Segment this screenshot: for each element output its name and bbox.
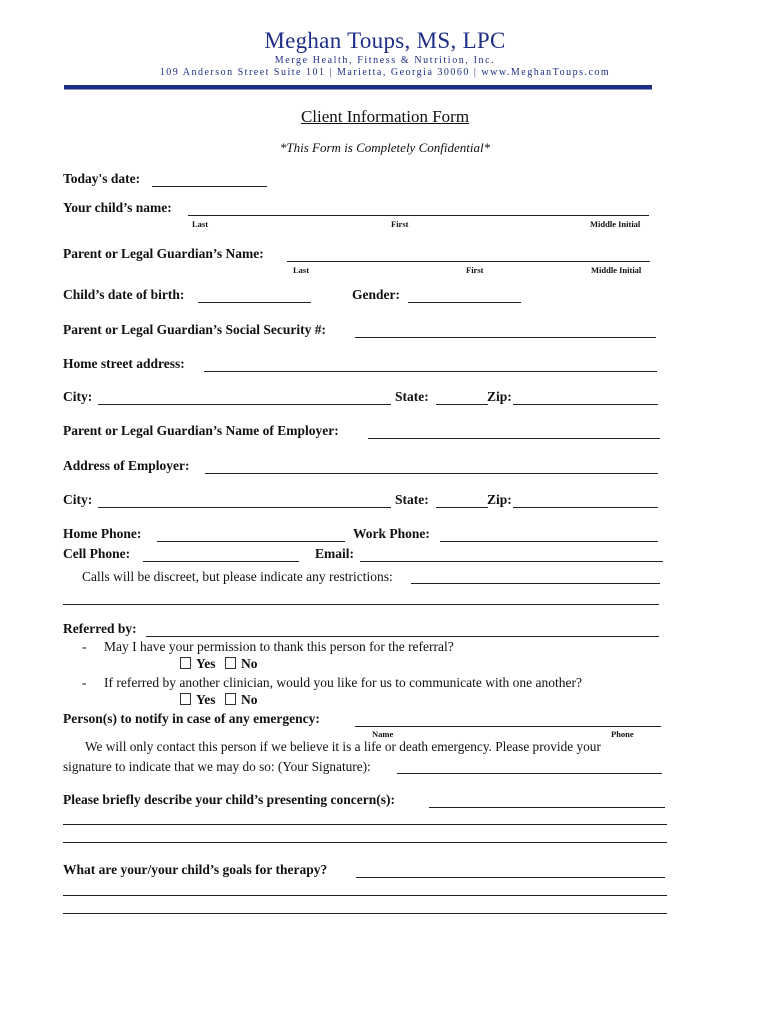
todays-date-label: Today's date: xyxy=(63,171,141,186)
employer-address-field[interactable] xyxy=(205,473,658,474)
child-name-field[interactable] xyxy=(188,215,649,216)
call-restrictions-field[interactable] xyxy=(411,583,660,584)
work-phone-field[interactable] xyxy=(440,541,658,542)
referred-by-label: Referred by: xyxy=(63,621,137,636)
employer-address-label: Address of Employer: xyxy=(63,458,190,473)
emergency-contact-label: Person(s) to notify in case of any emergency: xyxy=(63,711,320,726)
thank-no-option[interactable] xyxy=(225,656,258,672)
home-zip-field[interactable] xyxy=(513,404,658,405)
goals-field-2[interactable] xyxy=(63,895,667,896)
guardian-name-label: Parent or Legal Guardian’s Name: xyxy=(63,246,264,261)
organization-address: 109 Anderson Street Suite 101 | Marietta, Georgia 30060 | www.MeghanToups.com xyxy=(159,67,611,78)
cell-phone-label: Cell Phone: xyxy=(63,546,131,561)
home-state-field[interactable] xyxy=(436,404,488,405)
emergency-sub-phone: Phone xyxy=(611,729,634,739)
email-label: Email: xyxy=(315,546,354,561)
employer-zip-field[interactable] xyxy=(513,507,658,508)
employer-name-label: Parent or Legal Guardian’s Name of Employer: xyxy=(63,423,339,438)
guardian-ssn-label: Parent or Legal Guardian’s Social Security #: xyxy=(63,322,326,337)
emergency-note-line-2: signature to indicate that we may do so: (Your Signature): xyxy=(63,759,371,774)
gender-label: Gender: xyxy=(352,287,400,302)
thank-yes-option[interactable] xyxy=(180,656,216,672)
guardian-name-sub-first: First xyxy=(466,265,484,275)
employer-state-label: State: xyxy=(395,492,429,507)
child-dob-label: Child’s date of birth: xyxy=(63,287,185,302)
guardian-name-field[interactable] xyxy=(287,261,650,262)
goals-field[interactable] xyxy=(356,877,665,878)
home-city-label: City: xyxy=(63,389,93,404)
employer-zip-label: Zip: xyxy=(487,492,512,507)
guardian-name-sub-middle: Middle Initial xyxy=(591,265,642,275)
thank-question-bullet: - xyxy=(82,639,87,654)
organization-name: Merge Health, Fitness & Nutrition, Inc. xyxy=(274,55,496,66)
checkbox-icon[interactable] xyxy=(180,657,191,669)
home-zip-label: Zip: xyxy=(487,389,512,404)
thank-yes-label: Yes xyxy=(196,656,216,671)
clinician-no-label: No xyxy=(241,692,258,707)
thank-question: May I have your permission to thank this person for the referral? xyxy=(104,639,454,654)
home-city-field[interactable] xyxy=(98,404,391,405)
goals-label: What are your/your child’s goals for therapy? xyxy=(63,862,328,877)
clinician-question: If referred by another clinician, would you like for us to communicate with one another? xyxy=(104,675,582,690)
employer-name-field[interactable] xyxy=(368,438,660,439)
home-address-label: Home street address: xyxy=(63,356,185,371)
signature-field[interactable] xyxy=(397,773,662,774)
work-phone-label: Work Phone: xyxy=(353,526,430,541)
guardian-ssn-field[interactable] xyxy=(355,337,656,338)
home-address-field[interactable] xyxy=(204,371,657,372)
concern-label: Please briefly describe your child’s presenting concern(s): xyxy=(63,792,395,807)
clinician-yes-option[interactable] xyxy=(180,692,216,708)
employer-city-field[interactable] xyxy=(98,507,391,508)
child-name-sub-last: Last xyxy=(192,219,209,229)
header-rule xyxy=(64,85,652,90)
call-restrictions-field-2[interactable] xyxy=(63,604,659,605)
form-title: Client Information Form xyxy=(300,107,470,126)
call-restrictions-label: Calls will be discreet, but please indicate any restrictions: xyxy=(82,569,393,584)
home-phone-label: Home Phone: xyxy=(63,526,142,541)
referred-by-field[interactable] xyxy=(146,636,659,637)
cell-phone-field[interactable] xyxy=(143,561,299,562)
emergency-contact-field[interactable] xyxy=(355,726,661,727)
checkbox-icon[interactable] xyxy=(180,693,191,705)
emergency-note-line-1: We will only contact this person if we believe it is a life or death emergency. Please provide your xyxy=(85,739,601,754)
practitioner-name: Meghan Toups, MS, LPC xyxy=(264,28,506,53)
todays-date-field[interactable] xyxy=(152,186,267,187)
thank-no-label: No xyxy=(241,656,258,671)
clinician-no-option[interactable] xyxy=(225,692,258,708)
concern-field-2[interactable] xyxy=(63,824,667,825)
child-name-label: Your child’s name: xyxy=(63,200,172,215)
checkbox-icon[interactable] xyxy=(225,657,236,669)
child-name-sub-first: First xyxy=(391,219,409,229)
child-dob-field[interactable] xyxy=(198,302,311,303)
guardian-name-sub-last: Last xyxy=(293,265,310,275)
home-state-label: State: xyxy=(395,389,429,404)
email-field[interactable] xyxy=(360,561,663,562)
home-phone-field[interactable] xyxy=(157,541,345,542)
clinician-yes-label: Yes xyxy=(196,692,216,707)
gender-field[interactable] xyxy=(408,302,521,303)
checkbox-icon[interactable] xyxy=(225,693,236,705)
clinician-question-bullet: - xyxy=(82,675,87,690)
goals-field-3[interactable] xyxy=(63,913,667,914)
employer-city-label: City: xyxy=(63,492,93,507)
emergency-sub-name: Name xyxy=(372,729,394,739)
employer-state-field[interactable] xyxy=(436,507,488,508)
confidential-note: *This Form is Completely Confidential* xyxy=(279,140,491,155)
concern-field-3[interactable] xyxy=(63,842,667,843)
child-name-sub-middle: Middle Initial xyxy=(590,219,641,229)
concern-field[interactable] xyxy=(429,807,665,808)
